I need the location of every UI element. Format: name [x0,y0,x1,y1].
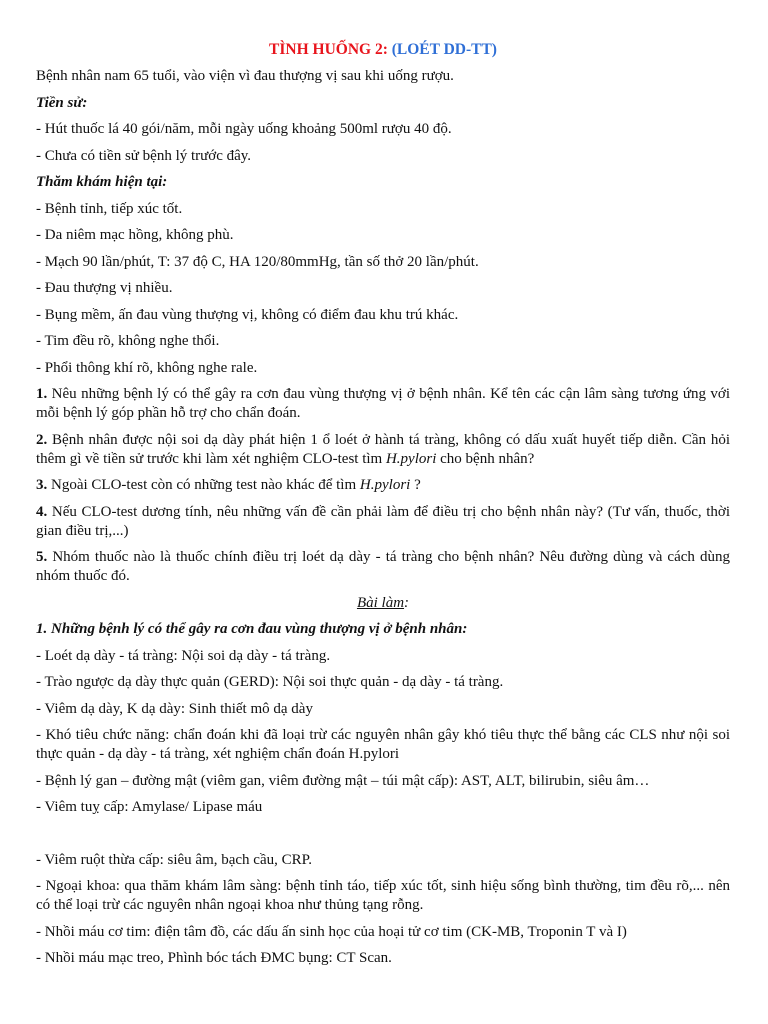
exam-item: - Đau thượng vị nhiều. [36,280,173,296]
exam-item: - Bệnh tỉnh, tiếp xúc tốt. [36,200,183,217]
question-5 [36,548,730,586]
answer-item: - Viêm ruột thừa cấp: siêu âm, bạch cầu, CRP. [36,851,313,868]
answer-heading-text: Bài làm [356,594,405,611]
intro-paragraph: Bệnh nhân nam 65 tuổi, vào viện vì đau thượng vị sau khi uống rượu. [36,68,454,84]
document-title [36,40,730,60]
question-text: Nhóm thuốc nào là thuốc chính điều trị loét dạ dày - tá tràng cho bệnh nhân? Nêu đường dùng và cách dùng nhóm thuốc đó. [36,549,730,584]
answer-item: - Nhồi máu mạc treo, Phình bóc tách ĐMC bụng: CT Scan. [36,950,392,966]
blank-gap [36,825,730,851]
question-4 [36,503,730,541]
question-number: 2. [36,431,48,448]
question-text: Nếu CLO-test dương tính, nêu những vấn đề cần phải làm để điều trị cho bệnh nhân này? (Tư vấn, thuốc, thời gian điều trị,...) [36,503,730,539]
question-number: 5. [36,549,48,565]
question-italic-term: H.pylori [385,450,437,467]
question-text: cho bệnh nhân? [436,450,535,467]
exam-item: - Mạch 90 lần/phút, T: 37 độ C, HA 120/80mmHg, tần số thở 20 lần/phút. [36,253,479,270]
answer-item: - Bệnh lý gan – đường mật (viêm gan, viêm đường mật – túi mật cấp): AST, ALT, bilirubin, siêu âm… [36,772,650,789]
answer-item: - Loét dạ dày - tá tràng: Nội soi dạ dày - tá tràng. [36,647,331,664]
answer-heading [36,594,730,613]
question-text: Ngoài CLO-test còn có những test nào khác để tìm [47,477,360,493]
question-number: 1. [36,386,48,402]
answer-section-1-title: 1. Những bệnh lý có thể gây ra cơn đau vùng thượng vị ở bệnh nhân: [36,621,468,637]
question-number: 4. [36,503,48,520]
question-text: ? [410,477,421,493]
question-italic-term: H.pylori [359,477,411,493]
answer-item: - Khó tiêu chức năng: chẩn đoán khi đã loại trừ các nguyên nhân gây khó tiêu thực thể bằng các CLS như nội soi thực quản - dạ dày - tá tràng, xét nghiệm chẩn đoán H.pylori [36,727,730,762]
question-1 [36,385,730,423]
question-2 [36,431,730,469]
answer-item: - Viêm dạ dày, K dạ dày: Sinh thiết mô dạ dày [36,700,313,717]
answer-item: - Trào ngược dạ dày thực quản (GERD): Nội soi thực quản - dạ dày - tá tràng. [36,674,504,690]
question-text: Nêu những bệnh lý có thể gây ra cơn đau vùng thượng vị ở bệnh nhân. Kể tên các cận lâm sàng tương ứng với mỗi bệnh lý góp phần hỗ trợ cho chẩn đoán. [36,386,730,421]
answer-item: - Nhồi máu cơ tim: điện tâm đồ, các dấu ấn sinh học của hoại tử cơ tim (CK-MB, Troponin T và I) [36,923,627,940]
history-heading: Tiền sử: [36,94,88,111]
document-page [36,40,730,976]
exam-item: - Bụng mềm, ấn đau vùng thượng vị, không có điểm đau khu trú khác. [36,306,459,323]
answer-heading-colon: : [404,594,410,611]
history-item: - Chưa có tiền sử bệnh lý trước đây. [36,147,252,164]
title-sub: (LOÉT DD-TT) [391,41,497,58]
exam-item: - Phổi thông khí rõ, không nghe rale. [36,359,258,376]
question-number: 3. [36,477,48,493]
title-main: TÌNH HUỐNG 2: [269,41,388,58]
history-item: - Hút thuốc lá 40 gói/năm, mỗi ngày uống khoảng 500ml rượu 40 độ. [36,121,452,137]
answer-item: - Viêm tuỵ cấp: Amylase/ Lipase máu [36,799,263,815]
answer-item: - Ngoại khoa: qua thăm khám lâm sàng: bệnh tỉnh táo, tiếp xúc tốt, sinh hiệu sống bình thường, tim đều rõ,... nên có thể loại trừ các nguyên nhân ngoại khoa như thủng tạng rỗng. [36,878,730,913]
exam-item: - Tim đều rõ, không nghe thổi. [36,333,220,349]
question-text: Bệnh nhân được nội soi dạ dày phát hiện 1 ổ loét ở hành tá tràng, không có dấu xuất huyết tiếp diễn. Cần hỏi thêm gì về tiền sử trước khi làm xét nghiệm CLO-test tìm [36,431,730,467]
question-3 [36,476,730,495]
exam-heading: Thăm khám hiện tại: [36,174,168,190]
exam-item: - Da niêm mạc hồng, không phù. [36,227,234,243]
